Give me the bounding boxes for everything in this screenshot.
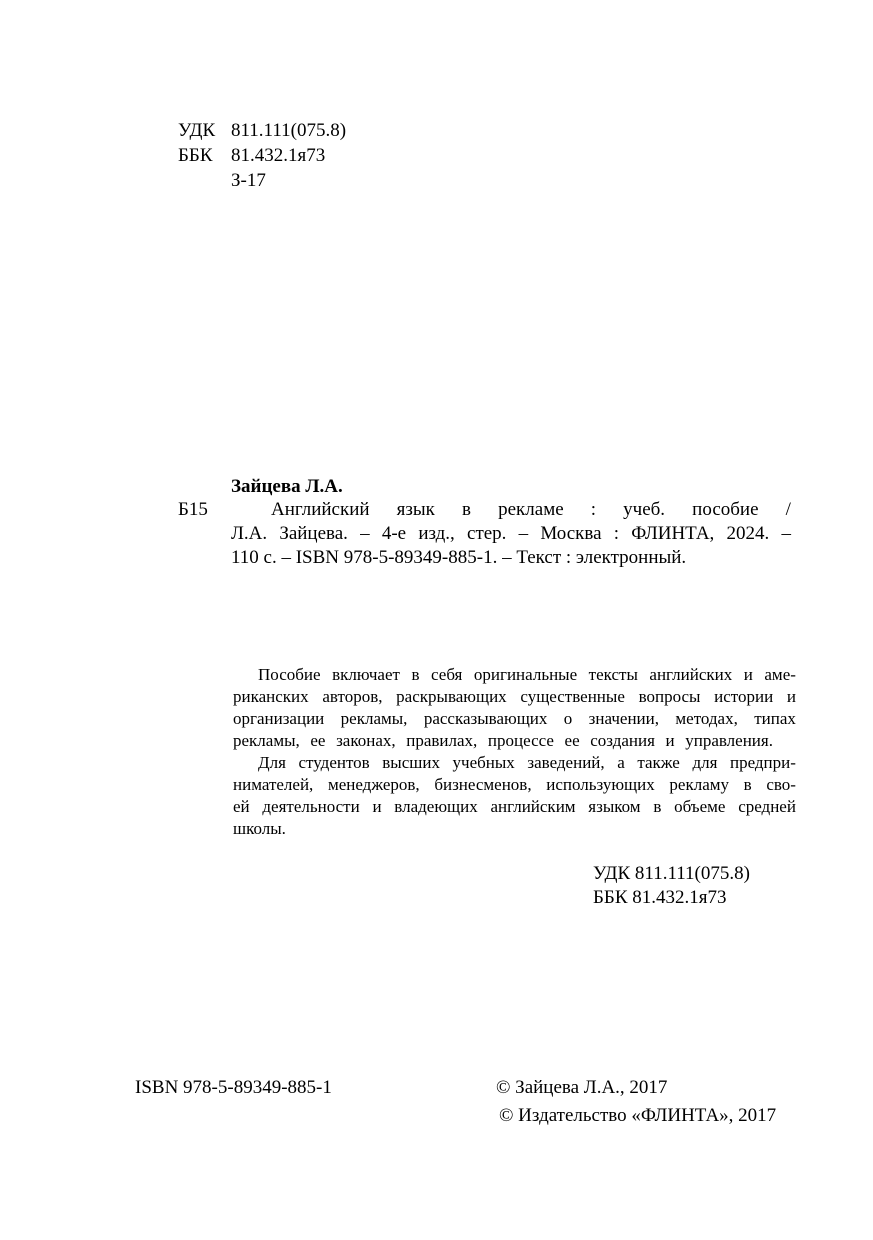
entry-line-2 (231, 522, 791, 546)
word: стер. (467, 523, 507, 544)
word: бизнесменов, (434, 775, 532, 794)
word: создания (590, 731, 655, 750)
word: в (653, 797, 662, 816)
word: / (785, 499, 791, 520)
annotation-line (258, 752, 796, 773)
word: сво- (766, 775, 796, 794)
word: студентов (298, 753, 370, 772)
word: в (462, 499, 471, 520)
word: тексты (588, 665, 638, 684)
word: включает (332, 665, 400, 684)
entry-line-3: 110 с. – ISBN 978-5-89349-885-1. – Текст : электронный. (231, 547, 687, 568)
word: английским (490, 797, 576, 816)
word: пособие (692, 499, 759, 520)
word: учебных (452, 753, 515, 772)
word: а (617, 753, 625, 772)
word: рекламы, (340, 709, 408, 728)
word: 4-е (381, 523, 407, 544)
word: и (665, 731, 675, 750)
word: оригинальные (473, 665, 578, 684)
word: учеб. (623, 499, 666, 520)
author-heading: Зайцева Л.А. (231, 476, 343, 497)
author-mark: З-17 (231, 170, 266, 191)
word: правилах, (406, 731, 478, 750)
word: о (563, 709, 573, 728)
word: типах (754, 709, 796, 728)
word: : (590, 499, 597, 520)
word: и (372, 797, 382, 816)
word: истории (714, 687, 774, 706)
word: законах, (336, 731, 396, 750)
annotation-line (233, 730, 773, 751)
word: предпри- (729, 753, 796, 772)
annotation-last-line: школы. (233, 819, 286, 838)
word: вопросы (638, 687, 701, 706)
word: раскрывающих (396, 687, 507, 706)
word: в (411, 665, 420, 684)
word: Зайцева. (279, 523, 348, 544)
word: авторов, (322, 687, 383, 706)
copyright-author: © Зайцева Л.А., 2017 (496, 1077, 668, 1098)
word: – (781, 523, 791, 544)
word: деятельности (262, 797, 360, 816)
word: : (613, 523, 620, 544)
word: рекламы, (233, 731, 300, 750)
word: рекламе (498, 499, 564, 520)
word: заведений, (527, 753, 605, 772)
entry-line-1 (271, 498, 791, 522)
word: 2024. (726, 523, 770, 544)
annotation-line (233, 774, 796, 795)
udk-label: УДК (178, 120, 216, 141)
word: – (518, 523, 529, 544)
word: владеющих (394, 797, 478, 816)
word: высших (382, 753, 440, 772)
word: риканских (233, 687, 309, 706)
word: процессе (487, 731, 554, 750)
bbk-label: ББК (178, 145, 213, 166)
word: Москва (540, 523, 602, 544)
word: в (743, 775, 752, 794)
annotation-line (233, 796, 796, 817)
word: языком (588, 797, 641, 816)
word: ФЛИНТА, (631, 523, 715, 544)
word: язык (396, 499, 435, 520)
word: ей (233, 797, 250, 816)
word: организации (233, 709, 325, 728)
word: управления. (685, 731, 773, 750)
word: Пособие (258, 665, 321, 684)
annotation-line (258, 664, 796, 685)
word: аме- (764, 665, 796, 684)
index-code: Б15 (178, 499, 208, 520)
word: объеме (674, 797, 726, 816)
word: для (692, 753, 718, 772)
word: английских (649, 665, 733, 684)
annotation-line (233, 708, 796, 729)
annotation-udk: УДК 811.111(075.8) (593, 863, 750, 884)
word: Английский (271, 499, 370, 520)
word: изд., (418, 523, 455, 544)
word: также (637, 753, 680, 772)
annotation-bbk: ББК 81.432.1я73 (593, 887, 727, 908)
word: Л.А. (231, 523, 268, 544)
word: методах, (675, 709, 738, 728)
copyright-publisher: © Издательство «ФЛИНТА», 2017 (499, 1105, 777, 1126)
word: нимателей, (233, 775, 314, 794)
udk-value: 811.111(075.8) (231, 120, 347, 141)
word: рассказывающих (423, 709, 548, 728)
word: существенные (520, 687, 625, 706)
word: средней (738, 797, 796, 816)
word: – (360, 523, 370, 544)
word: ее (310, 731, 326, 750)
word: себя (431, 665, 463, 684)
word: ее (564, 731, 580, 750)
bbk-value: 81.432.1я73 (231, 145, 326, 166)
word: менеджеров, (327, 775, 420, 794)
word: и (786, 687, 796, 706)
word: значении, (588, 709, 659, 728)
isbn: ISBN 978-5-89349-885-1 (135, 1077, 332, 1098)
annotation-line (233, 686, 796, 707)
word: использующих (546, 775, 655, 794)
word: рекламу (669, 775, 729, 794)
word: Для (258, 753, 286, 772)
word: и (743, 665, 753, 684)
